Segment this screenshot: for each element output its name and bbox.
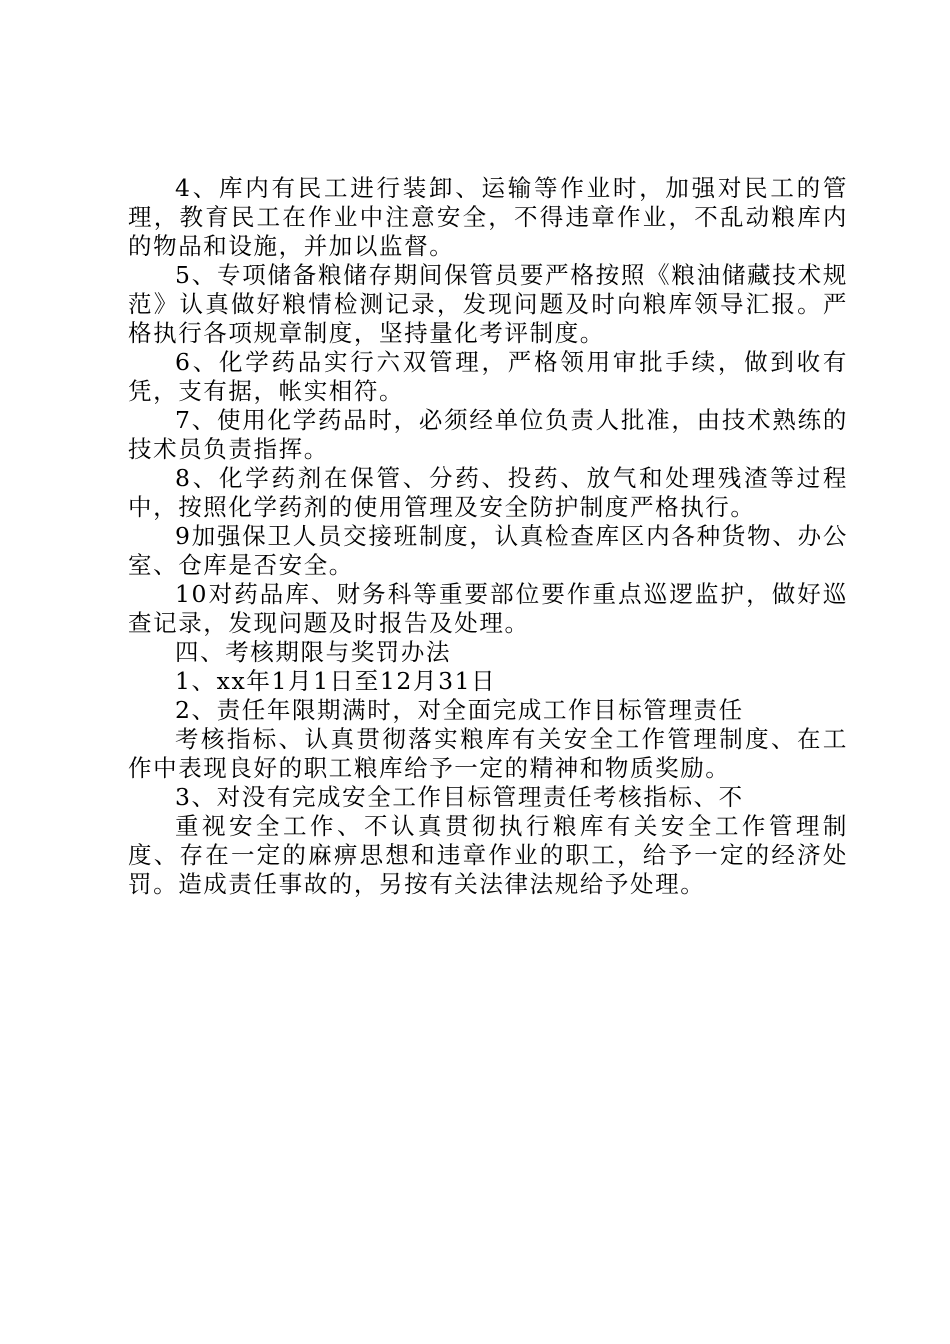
paragraph-assessment-2-continued: 考核指标、认真贯彻落实粮库有关安全工作管理制度、在工作中表现良好的职工粮库给予一定的精神和物质奖励。 [128,725,848,782]
paragraph-item-4: 4、库内有民工进行装卸、运输等作业时，加强对民工的管理，教育民工在作业中注意安全，不得违章作业，不乱动粮库内的物品和设施，并加以监督。 [128,174,848,260]
paragraph-assessment-3: 3、对没有完成安全工作目标管理责任考核指标、不 [175,783,744,811]
paragraph-item-10: 10对药品库、财务科等重要部位要作重点巡逻监护，做好巡查记录，发现问题及时报告及处理。 [128,580,848,637]
paragraph-item-6: 6、化学药品实行六双管理，严格领用审批手续，做到收有凭，支有据，帐实相符。 [128,348,848,405]
section-heading-assessment: 四、考核期限与奖罚办法 [175,638,452,666]
paragraph-item-7: 7、使用化学药品时，必须经单位负责人批准，由技术熟练的技术员负责指挥。 [128,406,848,463]
paragraph-item-8: 8、化学药剂在保管、分药、投药、放气和处理残渣等过程中，按照化学药剂的使用管理及安全防护制度严格执行。 [128,464,848,521]
paragraph-assessment-2: 2、责任年限期满时，对全面完成工作目标管理责任 [175,696,744,724]
paragraph-item-9: 9加强保卫人员交接班制度，认真检查库区内各种货物、办公室、仓库是否安全。 [128,522,848,579]
paragraph-item-5: 5、专项储备粮储存期间保管员要严格按照《粮油储藏技术规范》认真做好粮情检测记录，发现问题及时向粮库领导汇报。严格执行各项规章制度，坚持量化考评制度。 [128,261,848,347]
paragraph-assessment-3-continued: 重视安全工作、不认真贯彻执行粮库有关安全工作管理制度、存在一定的麻痹思想和违章作业的职工，给予一定的经济处罚。造成责任事故的，另按有关法律法规给予处理。 [128,812,848,898]
paragraph-assessment-1: 1、xx年1月1日至12月31日 [175,667,497,695]
document-body [128,174,848,899]
